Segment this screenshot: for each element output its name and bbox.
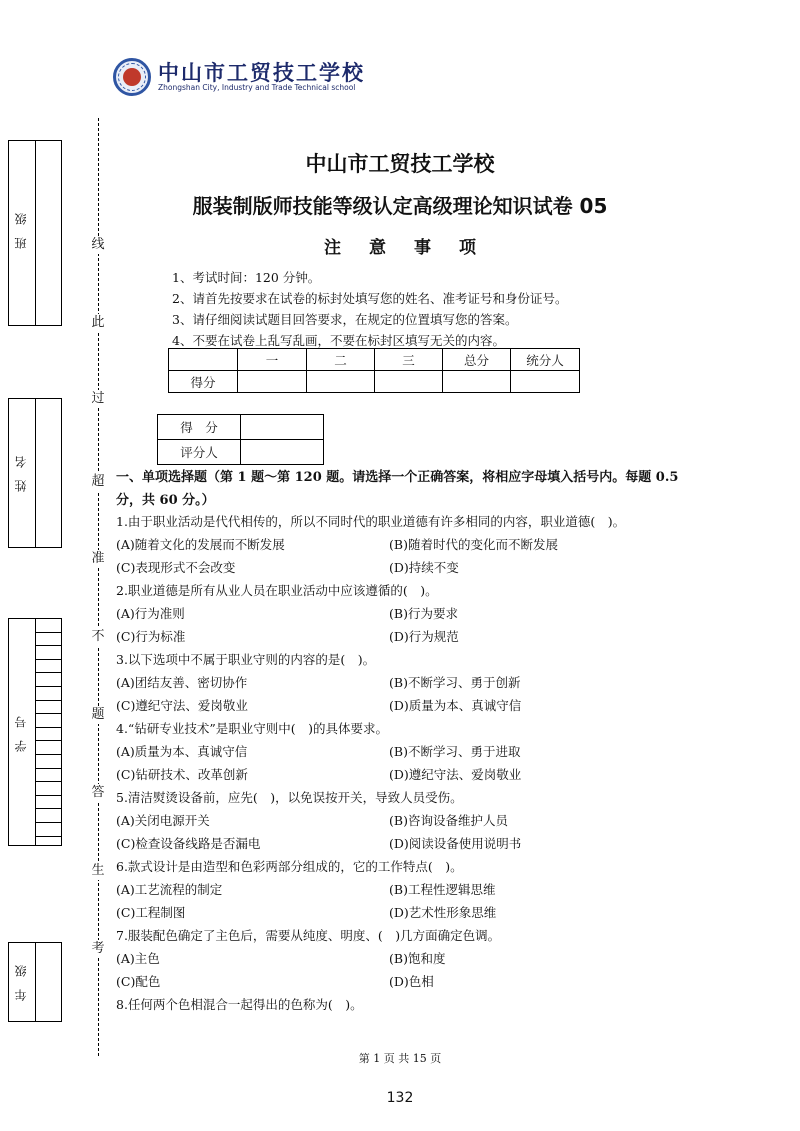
option-b: (B)咨询设备维护人员 <box>389 813 508 828</box>
seal-char: 题 <box>89 706 107 724</box>
option-b: (B)不断学习、勇于创新 <box>389 675 521 690</box>
score-cell[interactable] <box>375 371 443 393</box>
seal-char: 此 <box>89 314 107 332</box>
option-b: (B)饱和度 <box>389 951 446 966</box>
question-2: 2.职业道德是所有从业人员在职业活动中应该遵循的( )。 <box>116 583 438 598</box>
grade-box <box>8 942 62 1022</box>
question-7: 7.服装配色确定了主色后，需要从纯度、明度、( )几方面确定色调。 <box>116 928 501 943</box>
page-number: 132 <box>386 1090 414 1106</box>
notice-heading: 注 意 事 项 <box>324 238 476 258</box>
school-logo-icon <box>113 58 151 96</box>
question-1: 1.由于职业活动是代代相传的，所以不同时代的职业道德有许多相同的内容，职业道德( )。 <box>116 514 626 529</box>
option-c: (C)工程制图 <box>116 905 186 920</box>
option-a: (A)质量为本、真诚守信 <box>116 744 248 759</box>
option-b: (B)随着时代的变化而不断发展 <box>389 537 558 552</box>
name-box <box>8 398 62 548</box>
option-d: (D)行为规范 <box>389 629 459 644</box>
question-6: 6.款式设计是由造型和色彩两部分组成的，它的工作特点( )。 <box>116 859 463 874</box>
score-cell[interactable] <box>443 371 511 393</box>
seal-char: 不 <box>89 628 107 646</box>
score-table: 一 二 三 总分 统分人 得分 <box>168 348 580 393</box>
option-d: (D)质量为本、真诚守信 <box>389 698 522 713</box>
option-d: (D)色相 <box>389 974 434 989</box>
option-b: (B)工程性逻辑思维 <box>389 882 496 897</box>
option-b: (B)不断学习、勇于进取 <box>389 744 521 759</box>
option-a: (A)主色 <box>116 951 160 966</box>
note-line: 2、请首先按要求在试卷的标封处填写您的姓名、准考证号和身份证号。 <box>172 291 568 306</box>
grade-label: 年 级 <box>14 965 28 1001</box>
seal-char: 超 <box>89 473 107 491</box>
option-d: (D)持续不变 <box>389 560 459 575</box>
option-c: (C)遵纪守法、爱岗敬业 <box>116 698 248 713</box>
option-a: (A)关闭电源开关 <box>116 813 210 828</box>
score-row-label: 得分 <box>169 371 238 393</box>
note-line: 1、考试时间：120 分钟。 <box>172 270 321 285</box>
question-5: 5.清洁熨烫设备前，应先( )，以免误按开关，导致人员受伤。 <box>116 790 463 805</box>
question-3: 3.以下选项中不属于职业守则的内容的是( )。 <box>116 652 376 667</box>
grader-score-label: 得 分 <box>158 415 241 440</box>
logo-school-name: 中山市工贸技工学校 <box>158 60 365 85</box>
option-c: (C)表现形式不会改变 <box>116 560 236 575</box>
option-d: (D)阅读设备使用说明书 <box>389 836 522 851</box>
option-c: (C)配色 <box>116 974 161 989</box>
note-line: 3、请仔细阅读试题目回答要求，在规定的位置填写您的答案。 <box>172 312 518 327</box>
option-a: (A)随着文化的发展而不断发展 <box>116 537 285 552</box>
grader-table <box>157 414 324 465</box>
option-d: (D)艺术性形象思维 <box>389 905 497 920</box>
seal-char: 线 <box>89 236 107 254</box>
seal-char: 答 <box>89 784 107 802</box>
option-a: (A)行为准则 <box>116 606 185 621</box>
exam-title: 服装制版师技能等级认定高级理论知识试卷 05 <box>192 194 608 218</box>
question-8: 8.任何两个色相混合一起得出的色称为( )。 <box>116 997 363 1012</box>
option-c: (C)钻研技术、改革创新 <box>116 767 248 782</box>
option-c: (C)行为标准 <box>116 629 186 644</box>
student-id-label: 学 号 <box>14 716 28 752</box>
grader-label: 评分人 <box>158 440 241 465</box>
option-a: (A)工艺流程的制定 <box>116 882 223 897</box>
seal-char: 生 <box>89 862 107 880</box>
page-footer: 第 1 页 共 15 页 <box>358 1052 442 1065</box>
option-b: (B)行为要求 <box>389 606 458 621</box>
seal-char: 过 <box>89 390 107 408</box>
school-title: 中山市工贸技工学校 <box>305 152 495 176</box>
score-cell[interactable] <box>511 371 580 393</box>
question-4: 4.“钻研专业技术”是职业守则中( )的具体要求。 <box>116 721 388 736</box>
section-heading: 一、单项选择题（第 1 题～第 120 题。请选择一个正确答案，将相应字母填入括号内。每题 0.5 分，共 60 分。） <box>116 470 679 508</box>
seal-line <box>98 118 99 1056</box>
seal-char: 准 <box>89 550 107 568</box>
score-cell[interactable] <box>307 371 375 393</box>
student-id-box <box>8 618 62 846</box>
option-a: (A)团结友善、密切协作 <box>116 675 248 690</box>
option-c: (C)检查设备线路是否漏电 <box>116 836 261 851</box>
score-cell[interactable] <box>238 371 307 393</box>
name-label: 姓 名 <box>14 456 28 492</box>
grader-cell[interactable] <box>241 440 324 465</box>
seal-char: 考 <box>89 940 107 958</box>
option-d: (D)遵纪守法、爱岗敬业 <box>389 767 522 782</box>
student-id-grid <box>35 619 61 845</box>
logo-school-name-en: Zhongshan City, Industry and Trade Technical school <box>158 83 356 92</box>
note-line: 4、不要在试卷上乱写乱画，不要在标封区填写无关的内容。 <box>172 333 505 348</box>
grader-score-cell[interactable] <box>241 415 324 440</box>
class-label: 班 级 <box>14 213 28 249</box>
